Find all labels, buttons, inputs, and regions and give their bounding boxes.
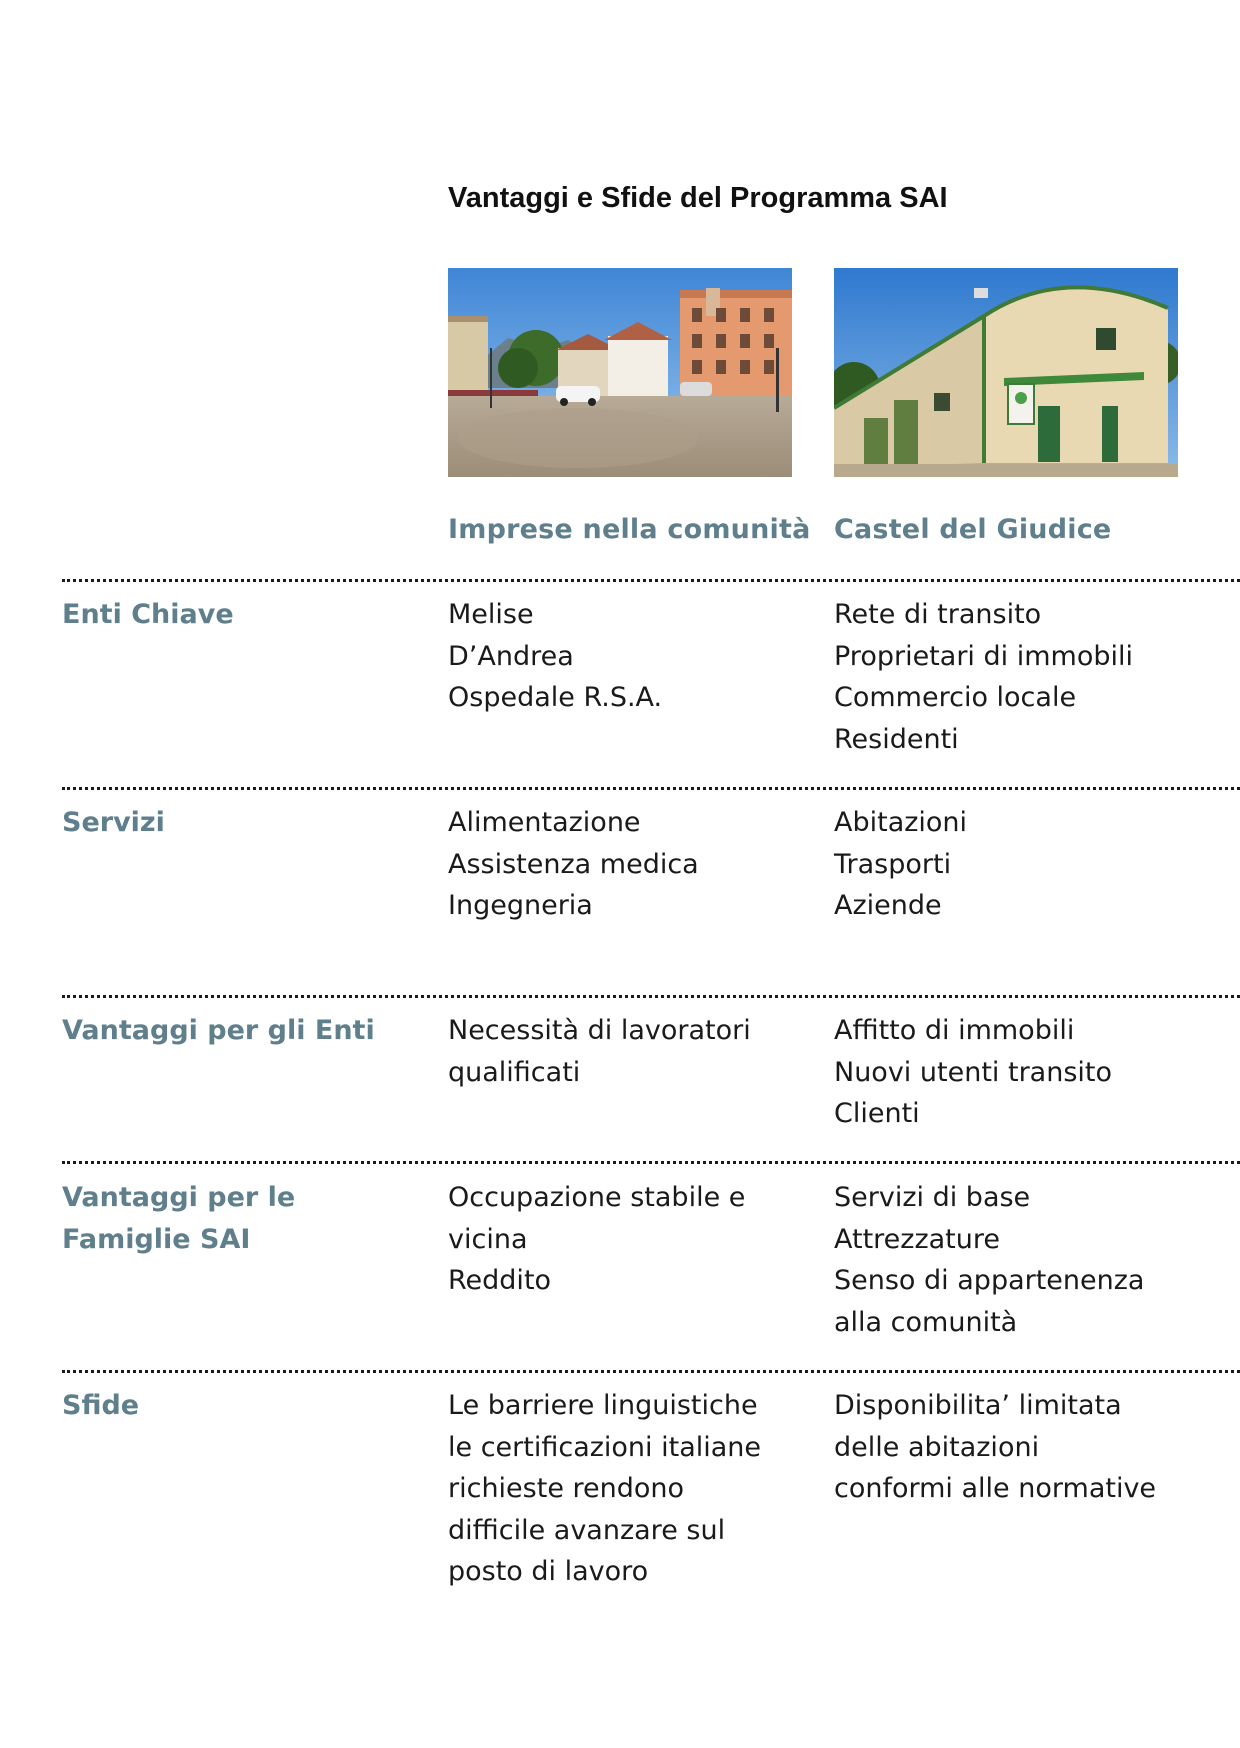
row-label-sfide: Sfide bbox=[62, 1390, 140, 1421]
town-square-photo bbox=[448, 268, 792, 477]
row-divider bbox=[62, 579, 1240, 582]
cell-sfide-castel: Disponibilita’ limitata delle abitazioni conformi alle normative bbox=[834, 1390, 1157, 1504]
cell-vantaggi-famiglie-imprese: Occupazione stabile e vicina Reddito bbox=[448, 1182, 746, 1296]
cell-enti-chiave-castel: Rete di transito Proprietari di immobili Commercio locale Residenti bbox=[834, 599, 1133, 755]
row-divider bbox=[62, 787, 1240, 790]
column-header-imprese: Imprese nella comunità bbox=[448, 514, 811, 545]
row-divider bbox=[62, 1370, 1240, 1373]
cell-servizi-castel: Abitazioni Trasporti Aziende bbox=[834, 807, 968, 921]
cell-vantaggi-enti-castel: Affitto di immobili Nuovi utenti transito Clienti bbox=[834, 1015, 1113, 1129]
row-label-servizi: Servizi bbox=[62, 807, 165, 838]
row-label-vantaggi-famiglie: Vantaggi per le Famiglie SAI bbox=[62, 1182, 296, 1255]
page-title: Vantaggi e Sfide del Programma SAI bbox=[448, 182, 948, 214]
row-label-enti-chiave: Enti Chiave bbox=[62, 599, 234, 630]
cell-vantaggi-famiglie-castel: Servizi di base Attrezzature Senso di appartenenza alla comunità bbox=[834, 1182, 1145, 1338]
row-label-vantaggi-enti: Vantaggi per gli Enti bbox=[62, 1015, 375, 1046]
row-divider bbox=[62, 1161, 1240, 1164]
cell-sfide-imprese: Le barriere linguistiche le certificazioni italiane richieste rendono difficile avanzare sul posto di lavoro bbox=[448, 1390, 762, 1587]
cell-servizi-imprese: Alimentazione Assistenza medica Ingegneria bbox=[448, 807, 699, 921]
cell-vantaggi-enti-imprese: Necessità di lavoratori qualificati bbox=[448, 1015, 751, 1088]
row-divider bbox=[62, 995, 1240, 998]
castel-del-giudice-building-photo bbox=[834, 268, 1178, 477]
column-header-castel-del-giudice: Castel del Giudice bbox=[834, 514, 1112, 545]
cell-enti-chiave-imprese: Melise D’Andrea Ospedale R.S.A. bbox=[448, 599, 663, 713]
